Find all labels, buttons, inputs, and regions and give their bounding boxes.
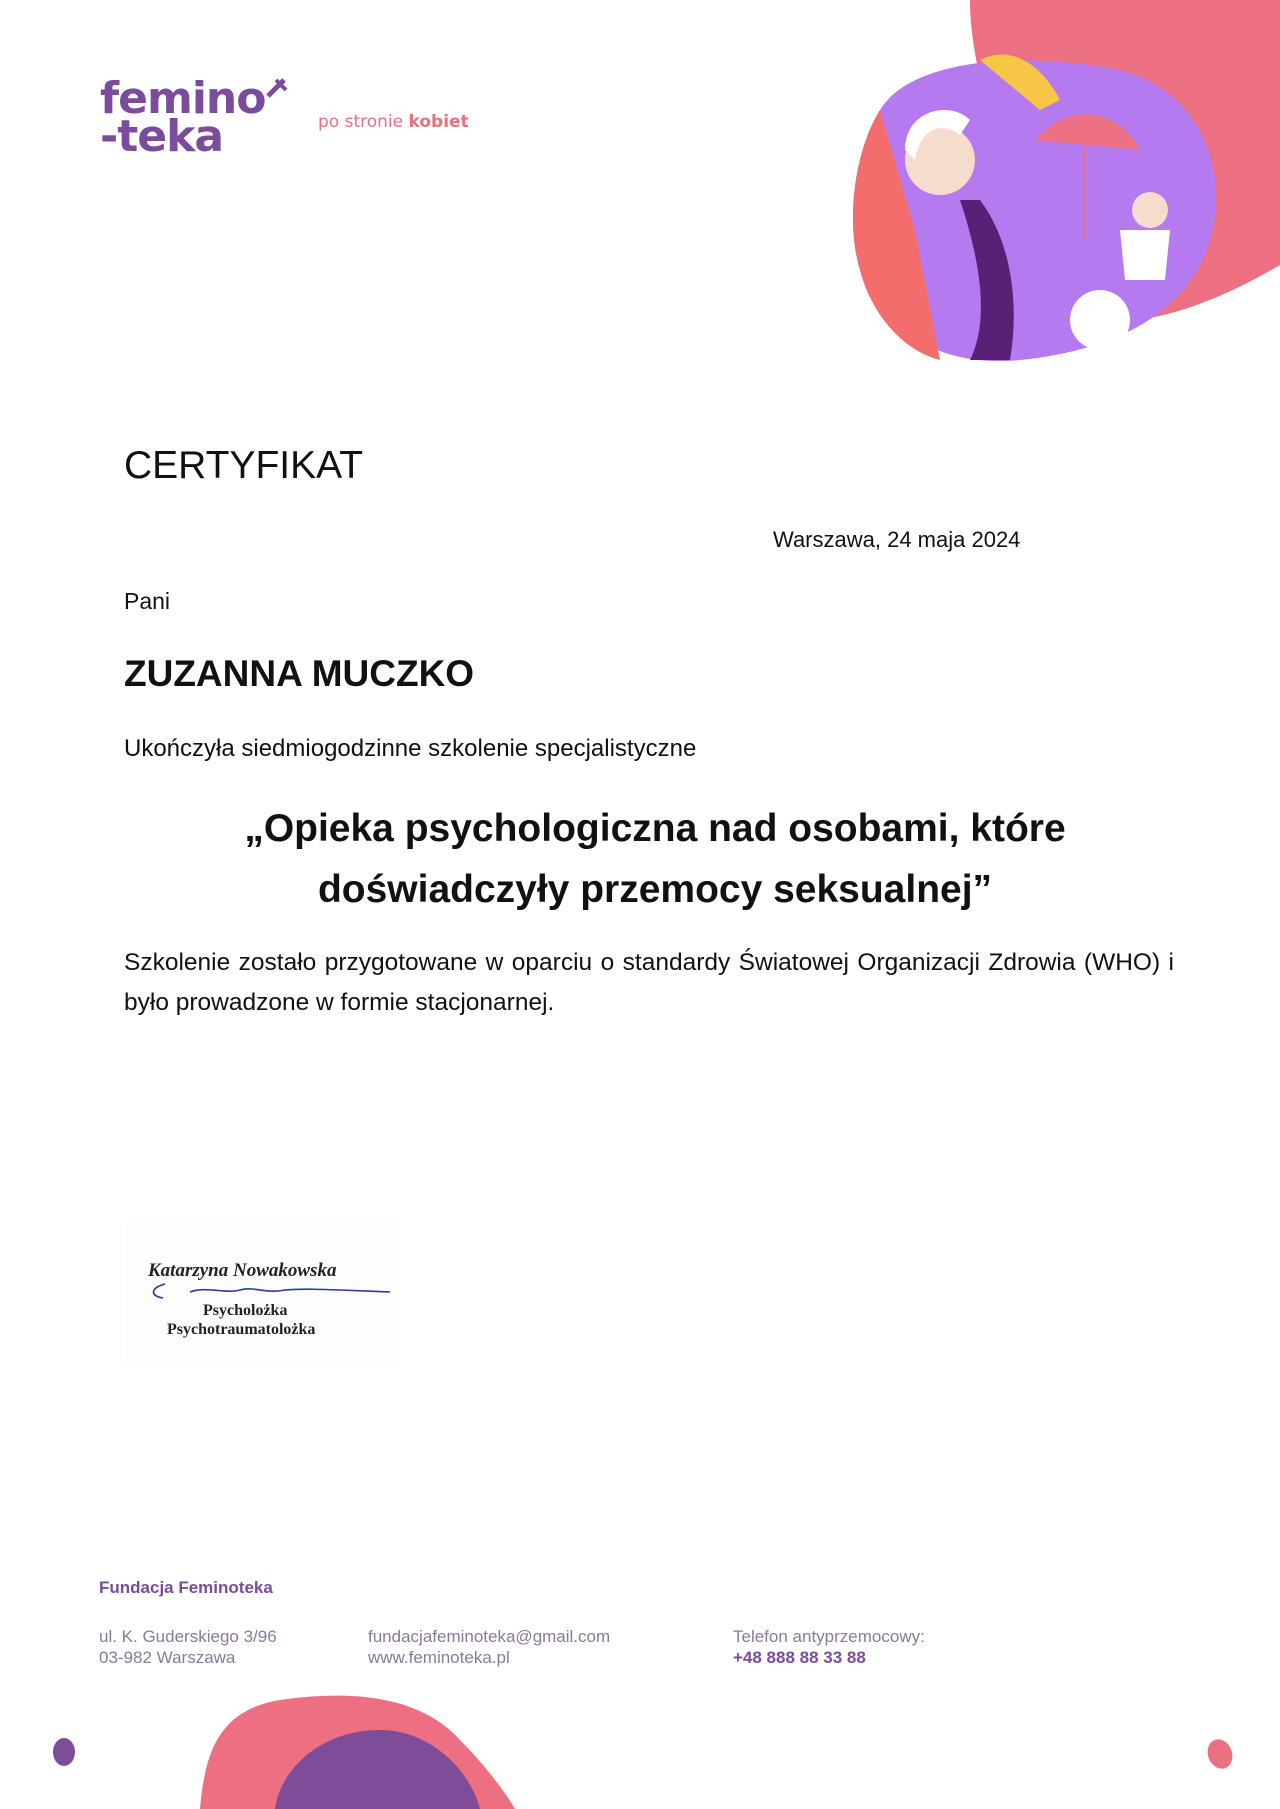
phone-number: +48 888 88 33 88 bbox=[733, 1648, 866, 1667]
signature-stamp bbox=[125, 1222, 397, 1367]
address-line2: 03-982 Warszawa bbox=[99, 1648, 236, 1667]
salutation: Pani bbox=[124, 588, 171, 614]
footer-contact bbox=[368, 1626, 610, 1668]
logo-line1: femino bbox=[100, 73, 266, 124]
certificate-title: CERTYFIKAT bbox=[124, 444, 364, 487]
recipient-name: ZUZANNA MUCZKO bbox=[124, 653, 475, 694]
course-description: Szkolenie zostało przygotowane w oparciu o standardy Światowej Organizacji Zdrowia (WHO) i było prowadzone w formie stacjonarnej. bbox=[124, 949, 1174, 1016]
issue-date: Warszawa, 24 maja 2024 bbox=[773, 527, 1021, 552]
footer-decoration bbox=[0, 1690, 1280, 1809]
tagline-bold: kobiet bbox=[408, 112, 469, 132]
phone-label: Telefon antyprzemocowy: bbox=[733, 1627, 925, 1646]
footer-org-name: Fundacja Feminoteka bbox=[99, 1578, 273, 1597]
logo-line2: -teka bbox=[100, 111, 224, 162]
header-illustration bbox=[820, 0, 1280, 370]
tagline bbox=[318, 112, 469, 132]
website-link[interactable]: www.feminoteka.pl bbox=[368, 1648, 510, 1667]
female-symbol-icon bbox=[262, 76, 288, 102]
handwritten-signature bbox=[145, 1280, 395, 1302]
signatory-name: Katarzyna Nowakowska bbox=[148, 1260, 337, 1281]
signatory-role1: Psycholożka bbox=[203, 1302, 288, 1319]
footer-address bbox=[99, 1626, 277, 1668]
email-link[interactable]: fundacjafeminoteka@gmail.com bbox=[368, 1627, 611, 1646]
signatory-role2: Psychotraumatolożka bbox=[167, 1321, 316, 1338]
course-title-line2: doświadczyły przemocy seksualnej” bbox=[317, 868, 993, 911]
course-title-line1: „Opieka psychologiczna nad osobami, które bbox=[244, 807, 1066, 850]
tagline-prefix: po stronie bbox=[318, 112, 404, 132]
completion-statement: Ukończyła siedmiogodzinne szkolenie specjalistyczne bbox=[124, 735, 697, 762]
course-title bbox=[130, 798, 1180, 920]
feminoteka-logo bbox=[100, 73, 290, 165]
address-line1: ul. K. Guderskiego 3/96 bbox=[99, 1627, 277, 1646]
footer-phone bbox=[733, 1626, 925, 1668]
